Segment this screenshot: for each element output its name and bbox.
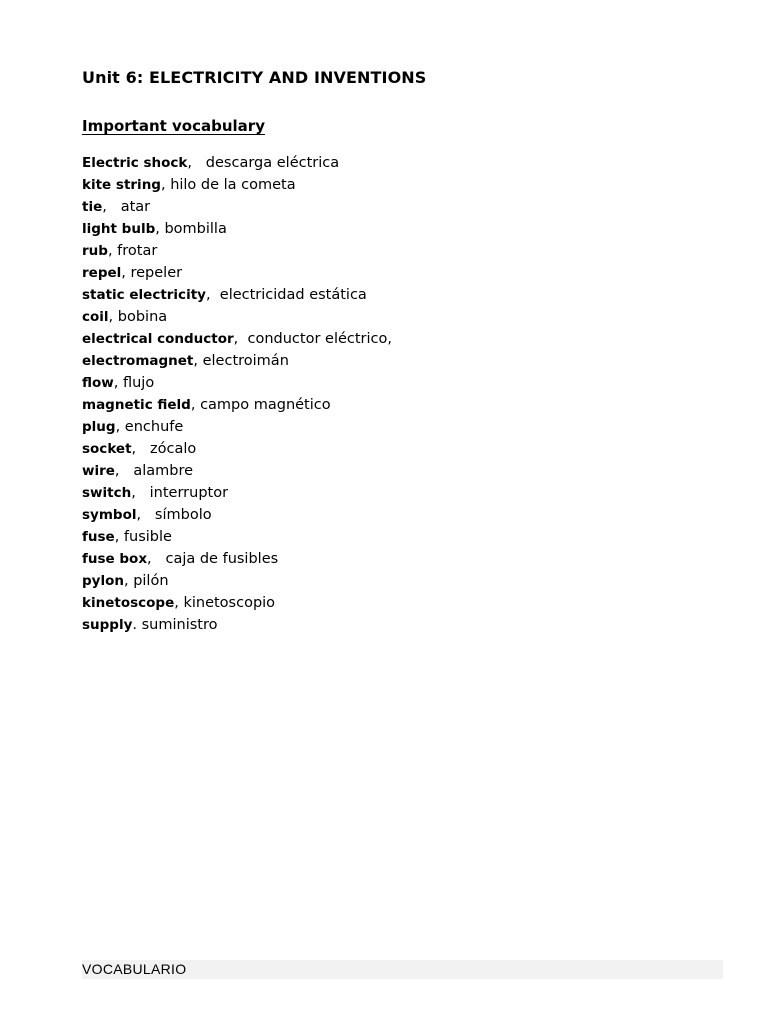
list-item: [82, 416, 392, 438]
vocab-term: fuse: [82, 529, 115, 545]
vocab-translation: campo magnético: [200, 397, 331, 413]
list-item: [82, 394, 392, 416]
vocab-translation: repeler: [130, 265, 183, 281]
vocab-term: pylon: [82, 573, 124, 589]
list-item: [82, 284, 392, 306]
vocab-translation: zócalo: [149, 441, 197, 457]
list-item: [82, 438, 392, 460]
list-item: [82, 548, 392, 570]
vocab-translation: electricidad estática: [219, 287, 367, 303]
vocab-translation: atar: [120, 199, 151, 215]
list-item: [82, 570, 392, 592]
list-item: [82, 152, 392, 174]
list-item: [82, 526, 392, 548]
list-item: [82, 372, 392, 394]
footer-band: [82, 960, 723, 979]
vocab-separator: ,: [187, 155, 206, 171]
vocab-separator: ,: [131, 441, 150, 457]
vocab-separator: ,: [114, 463, 134, 479]
vocab-separator: ,: [205, 287, 220, 303]
vocab-translation: símbolo: [154, 507, 212, 523]
vocab-term: flow: [82, 375, 114, 391]
vocab-term: Electric shock: [82, 155, 188, 171]
vocab-term: switch: [82, 485, 132, 501]
vocab-term: light bulb: [82, 221, 156, 237]
vocab-translation: flujo: [122, 375, 155, 391]
list-item: [82, 240, 392, 262]
vocab-separator: ,: [160, 177, 171, 193]
vocab-term: coil: [82, 309, 109, 325]
vocab-term: kinetoscope: [82, 595, 175, 611]
vocab-separator: ,: [155, 221, 165, 237]
vocab-translation: frotar: [117, 243, 158, 259]
vocab-term: supply: [82, 617, 133, 633]
list-item: [82, 328, 392, 350]
list-item: [82, 614, 392, 636]
vocab-separator: ,: [123, 573, 134, 589]
list-item: [82, 262, 392, 284]
vocab-separator: ,: [136, 507, 155, 523]
vocab-term: magnetic field: [82, 397, 191, 413]
section-heading: Important vocabulary: [82, 117, 265, 135]
vocabulary-list: [82, 152, 392, 636]
list-item: [82, 196, 392, 218]
vocab-term: symbol: [82, 507, 137, 523]
vocab-term: repel: [82, 265, 122, 281]
vocab-term: static electricity: [82, 287, 206, 303]
list-item: [82, 504, 392, 526]
vocab-separator: ,: [115, 419, 125, 435]
list-item: [82, 218, 392, 240]
vocab-term: rub: [82, 243, 108, 259]
vocab-translation: suministro: [141, 617, 218, 633]
vocab-term: electrical conductor: [82, 331, 234, 347]
vocab-separator: ,: [131, 485, 150, 501]
vocab-translation: descarga eléctrica: [205, 155, 340, 171]
vocab-separator: ,: [107, 243, 118, 259]
footer-label: VOCABULARIO: [82, 961, 187, 977]
vocab-separator: ,: [113, 375, 123, 391]
vocab-separator: ,: [233, 331, 248, 347]
vocab-translation: pilón: [133, 573, 169, 589]
vocab-translation: electroimán: [202, 353, 289, 369]
vocab-translation: hilo de la cometa: [170, 177, 296, 193]
vocab-separator: ,: [174, 595, 184, 611]
vocab-term: plug: [82, 419, 116, 435]
vocab-separator: ,: [147, 551, 166, 567]
vocab-term: kite string: [82, 177, 161, 193]
vocab-translation: caja de fusibles: [165, 551, 279, 567]
vocab-separator: ,: [193, 353, 203, 369]
list-item: [82, 306, 392, 328]
vocab-separator: ,: [102, 199, 121, 215]
vocab-term: tie: [82, 199, 103, 215]
vocab-separator: ,: [190, 397, 201, 413]
page-title: Unit 6: ELECTRICITY AND INVENTIONS: [82, 68, 427, 87]
vocab-term: electromagnet: [82, 353, 194, 369]
vocab-translation: conductor eléctrico,: [247, 331, 392, 347]
list-item: [82, 350, 392, 372]
vocab-separator: .: [132, 617, 142, 633]
vocab-separator: ,: [114, 529, 124, 545]
list-item: [82, 482, 392, 504]
vocab-translation: fusible: [123, 529, 172, 545]
list-item: [82, 592, 392, 614]
vocab-term: socket: [82, 441, 132, 457]
vocab-separator: ,: [121, 265, 131, 281]
vocab-translation: kinetoscopio: [183, 595, 276, 611]
vocab-translation: enchufe: [124, 419, 184, 435]
list-item: [82, 174, 392, 196]
vocab-translation: alambre: [133, 463, 194, 479]
vocab-translation: interruptor: [149, 485, 229, 501]
vocab-separator: ,: [108, 309, 118, 325]
list-item: [82, 460, 392, 482]
vocab-translation: bombilla: [164, 221, 227, 237]
vocab-translation: bobina: [117, 309, 168, 325]
vocab-term: wire: [82, 463, 115, 479]
vocab-term: fuse box: [82, 551, 148, 567]
